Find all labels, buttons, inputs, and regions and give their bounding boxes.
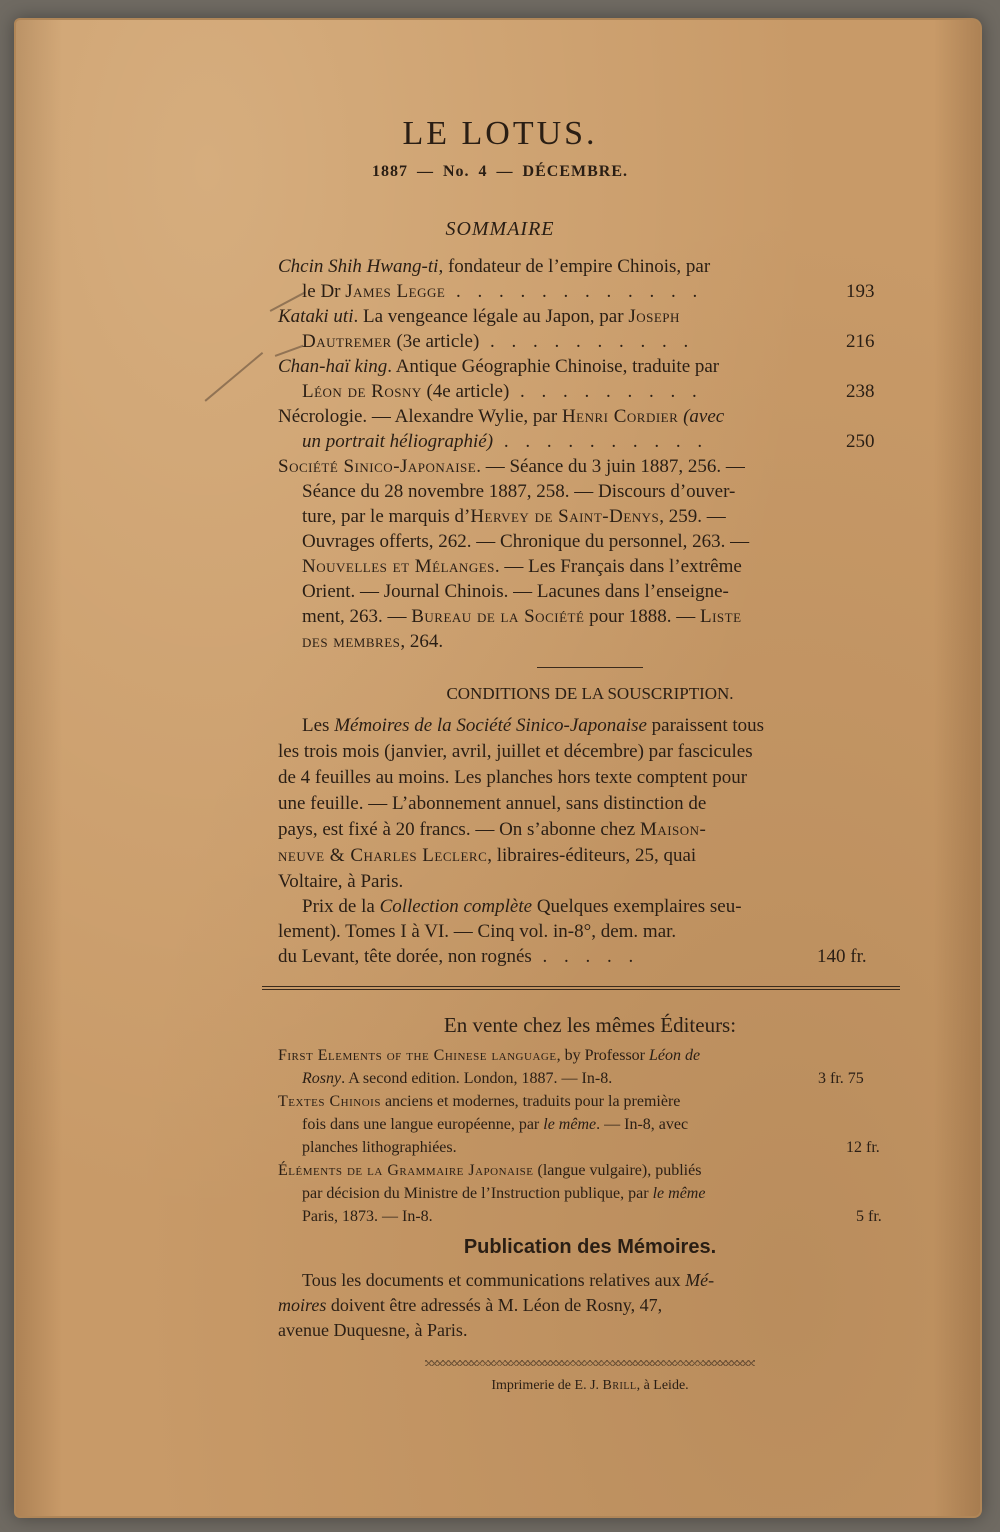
book-1-line-1: First Elements of the Chinese language, by Professor Léon de: [278, 1047, 701, 1064]
toc-entry-5-line-1: Société Sinico-Japonaise. — Séance du 3 juin 1887, 256. —: [278, 456, 745, 477]
vente-heading: En vente chez les mêmes Éditeurs:: [443, 1013, 737, 1037]
book-3-price: 5 fr.: [856, 1208, 882, 1225]
toc-entry-3-line-2: Léon de Rosny (4e article) . . . . . . . . .: [302, 381, 703, 402]
book-1-price: 3 fr. 75: [818, 1070, 864, 1087]
book-1-line-2: Rosny. A second edition. London, 1887. — In-8.: [302, 1070, 613, 1087]
journal-title: LE LOTUS.: [402, 115, 598, 152]
toc-entry-5-line-8: des membres, 264.: [302, 631, 444, 652]
toc-entry-1-page: 193: [846, 281, 875, 302]
publication-line-2: moires doivent être adressés à M. Léon de Rosny, 47,: [278, 1295, 663, 1315]
conditions-line-2: les trois mois (janvier, avril, juillet et décembre) par fascicules: [278, 741, 753, 762]
conditions-line-6: neuve & Charles Leclerc, libraires-éditeurs, 25, quai: [278, 845, 697, 866]
toc-entry-5-line-6: Orient. — Journal Chinois. — Lacunes dans l’enseigne-: [302, 581, 729, 602]
conditions-heading: CONDITIONS DE LA SOUSCRIPTION.: [446, 684, 734, 703]
issue-line: 1887 — No. 4 — DÉCEMBRE.: [371, 163, 628, 180]
toc-entry-3-line-1: Chan-haï king. Antique Géographie Chinoise, traduite par: [278, 356, 720, 377]
sommaire-heading: SOMMAIRE: [445, 218, 555, 240]
toc-entry-5-line-3: ture, par le marquis d’Hervey de Saint-Denys, 259. —: [302, 506, 726, 527]
subscription-price: 140 fr.: [817, 946, 867, 967]
toc-entry-2-line-1: Kataki uti. La vengeance légale au Japon, par Joseph: [278, 306, 680, 327]
toc-entry-1-line-1: Chcin Shih Hwang-ti, fondateur de l’empire Chinois, par: [278, 256, 711, 277]
toc-entry-5-line-5: Nouvelles et Mélanges. — Les Français dans l’extrême: [302, 556, 742, 577]
toc-entry-4-page: 250: [846, 431, 875, 452]
toc-entry-5-line-2: Séance du 28 novembre 1887, 258. — Discours d’ouver-: [302, 481, 736, 502]
book-3-line-3: Paris, 1873. — In-8.: [302, 1208, 433, 1225]
toc-entry-2-line-2: Dautremer (3e article) . . . . . . . . . .: [302, 331, 695, 352]
conditions-line-5: pays, est fixé à 20 francs. — On s’abonne chez Maison-: [278, 819, 707, 840]
conditions-line-8: Prix de la Collection complète Quelques exemplaires seu-: [302, 896, 742, 917]
toc-entry-5-line-7: ment, 263. — Bureau de la Société pour 1888. — Liste: [302, 606, 742, 627]
conditions-line-1: Les Mémoires de la Société Sinico-Japonaise paraissent tous: [302, 715, 765, 736]
printer-imprint: Imprimerie de E. J. Brill, à Leide.: [491, 1378, 689, 1393]
section-divider: [537, 667, 643, 668]
book-2-line-2: fois dans une langue européenne, par le même. — In-8, avec: [302, 1116, 689, 1133]
book-2-line-3: planches lithographiées.: [302, 1139, 457, 1156]
toc-entry-4-line-1: Nécrologie. — Alexandre Wylie, par Henri Cordier (avec: [278, 406, 725, 427]
publication-line-3: avenue Duquesne, à Paris.: [278, 1320, 468, 1340]
book-2-line-1: Textes Chinois anciens et modernes, traduits pour la première: [278, 1093, 681, 1110]
ornamental-rule: [425, 1360, 755, 1366]
toc-entry-3-page: 238: [846, 381, 875, 402]
book-3-line-1: Éléments de la Grammaire Japonaise (langue vulgaire), publiés: [278, 1162, 702, 1179]
publication-line-1: Tous les documents et communications relatives aux Mé-: [302, 1270, 715, 1290]
conditions-line-3: de 4 feuilles au moins. Les planches hors texte comptent pour: [278, 767, 748, 788]
publication-heading: Publication des Mémoires.: [463, 1236, 717, 1258]
conditions-line-10: du Levant, tête dorée, non rognés . . . . .: [278, 946, 640, 967]
toc-entry-5-line-4: Ouvrages offerts, 262. — Chronique du personnel, 263. —: [302, 531, 750, 552]
conditions-line-9: lement). Tomes I à VI. — Cinq vol. in-8°, dem. mar.: [278, 921, 677, 942]
toc-entry-4-line-2: un portrait héliographié) . . . . . . . . . .: [302, 431, 709, 452]
toc-entry-2-page: 216: [846, 331, 875, 352]
double-rule: [262, 986, 900, 990]
book-2-price: 12 fr.: [846, 1139, 880, 1156]
conditions-line-4: une feuille. — L’abonnement annuel, sans distinction de: [278, 793, 707, 814]
conditions-line-7: Voltaire, à Paris.: [278, 871, 404, 892]
book-3-line-2: par décision du Ministre de l’Instruction publique, par le même: [302, 1185, 706, 1202]
toc-entry-1-line-2: le Dr James Legge . . . . . . . . . . . .: [302, 281, 704, 302]
